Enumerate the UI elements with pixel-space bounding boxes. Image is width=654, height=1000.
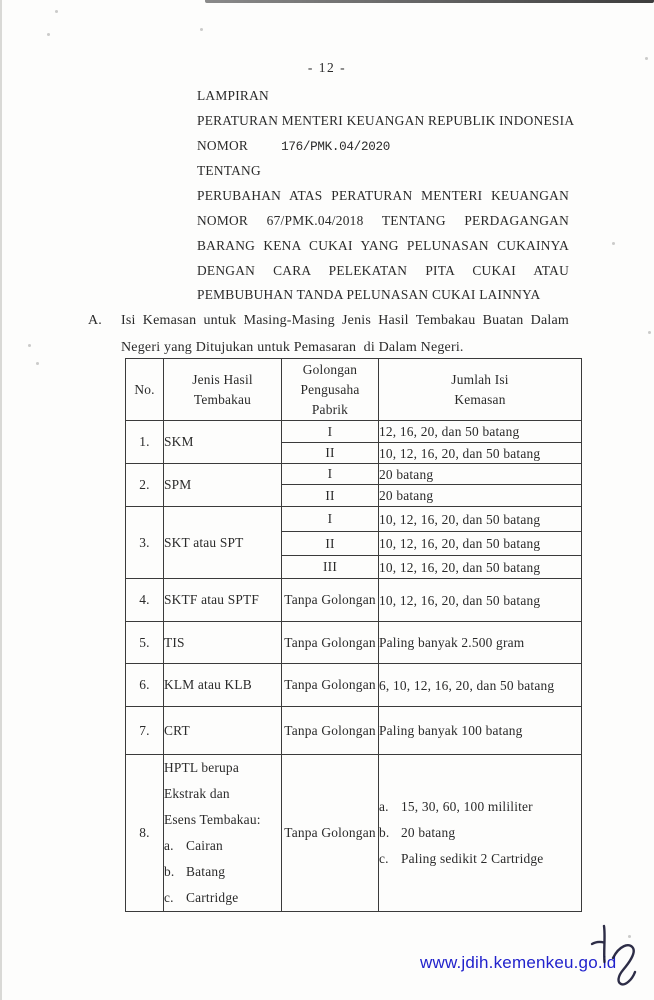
cell-golongan: II — [282, 532, 379, 556]
nomor-line — [197, 134, 569, 160]
cell-jenis: SKT atau SPT — [164, 507, 282, 579]
cell-golongan: II — [282, 485, 379, 507]
cell-jumlah: 10, 12, 16, 20, dan 50 batang — [379, 556, 582, 579]
cell-golongan: Tanpa Golongan — [282, 664, 379, 707]
list-item: c. Cartridge — [164, 890, 239, 905]
list-item: b. Batang — [164, 864, 226, 879]
cell-jenis: KLM atau KLB — [164, 664, 282, 707]
cell-no: 4. — [126, 579, 164, 622]
section-a-label: A. — [88, 313, 103, 328]
cell-golongan: II — [282, 443, 379, 464]
cell-jenis: SPM — [164, 464, 282, 507]
cell-golongan: I — [282, 421, 379, 443]
cell-jumlah: 6, 10, 12, 16, 20, dan 50 batang — [379, 664, 582, 707]
col-header-jenis: Jenis Hasil Tembakau — [164, 359, 282, 421]
section-a-text: Isi Kemasan untuk Masing-Masing Jenis Hasil Tembakau Buatan Dalam — [121, 313, 569, 328]
cell-golongan: I — [282, 507, 379, 532]
section-a-text: Negeri yang Ditujukan untuk Pemasaran di Dalam Negeri. — [121, 339, 464, 355]
cell-jenis: SKTF atau SPTF — [164, 579, 282, 622]
cell-jumlah: Paling banyak 2.500 gram — [379, 622, 582, 664]
title-line: NOMOR 67/PMK.04/2018 TENTANG PERDAGANGAN — [197, 212, 569, 228]
cell-no: 7. — [126, 707, 164, 755]
col-header-jumlah: Jumlah Isi Kemasan — [379, 359, 582, 421]
jenis-intro: HPTL berupa Ekstrak dan Esens Tembakau: — [164, 760, 261, 827]
col-header-golongan: Golongan Pengusaha Pabrik — [282, 359, 379, 421]
isi-kemasan-table — [125, 358, 582, 912]
cell-no: 1. — [126, 421, 164, 464]
handwritten-initial-mark — [583, 920, 645, 992]
table-row — [126, 421, 582, 443]
jdih-kemenkeu-link[interactable]: www.jdih.kemenkeu.go.id — [420, 953, 617, 972]
scan-speck — [200, 28, 203, 31]
page-number: - 12 - — [307, 60, 347, 75]
cell-no: 6. — [126, 664, 164, 707]
list-item: c. Paling sedikit 2 Cartridge — [379, 851, 544, 866]
cell-jumlah: Paling banyak 100 batang — [379, 707, 582, 755]
cell-jenis: CRT — [164, 707, 282, 755]
cell-golongan: Tanpa Golongan — [282, 707, 379, 755]
scan-speck — [648, 331, 651, 334]
cell-no: 3. — [126, 507, 164, 579]
cell-golongan: I — [282, 464, 379, 485]
title-line: PEMBUBUHAN TANDA PELUNASAN CUKAI LAINNYA — [197, 287, 541, 303]
cell-jumlah: 20 batang — [379, 485, 582, 507]
cell-jumlah: 20 batang — [379, 464, 582, 485]
table-header-row — [126, 359, 582, 421]
table-row — [126, 707, 582, 755]
col-header-no: No. — [126, 359, 164, 421]
lampiran-label: LAMPIRAN — [197, 88, 269, 103]
title-line: DENGAN CARA PELEKATAN PITA CUKAI ATAU — [197, 262, 569, 278]
scan-edge-artifact — [205, 0, 654, 3]
table-row — [126, 622, 582, 664]
nomor-value: 176/PMK.04/2020 — [281, 139, 390, 154]
scan-speck — [55, 10, 58, 13]
peraturan-line: PERATURAN MENTERI KEUANGAN REPUBLIK INDONESIA — [197, 112, 575, 128]
cell-golongan: Tanpa Golongan — [282, 579, 379, 622]
table-row — [126, 464, 582, 485]
cell-no: 5. — [126, 622, 164, 664]
table-row — [126, 664, 582, 707]
title-line: BARANG KENA CUKAI YANG PELUNASAN CUKAINYA — [197, 237, 569, 253]
scan-speck — [612, 242, 615, 245]
cell-jumlah: 10, 12, 16, 20, dan 50 batang — [379, 507, 582, 532]
table-row — [126, 579, 582, 622]
cell-jenis — [164, 755, 282, 912]
cell-no: 2. — [126, 464, 164, 507]
cell-no: 8. — [126, 755, 164, 912]
cell-golongan: Tanpa Golongan — [282, 622, 379, 664]
scan-speck — [47, 33, 50, 36]
table-row — [126, 755, 582, 912]
cell-jumlah: 10, 12, 16, 20, dan 50 batang — [379, 579, 582, 622]
cell-jumlah: 10, 12, 16, 20, dan 50 batang — [379, 443, 582, 464]
list-item: b. 20 batang — [379, 825, 456, 840]
cell-golongan: Tanpa Golongan — [282, 755, 379, 912]
nomor-label: NOMOR — [197, 137, 249, 153]
cell-jenis: SKM — [164, 421, 282, 464]
scan-speck — [28, 344, 31, 347]
title-line: PERUBAHAN ATAS PERATURAN MENTERI KEUANGAN — [197, 188, 569, 204]
cell-jenis: TIS — [164, 622, 282, 664]
list-item: a. 15, 30, 60, 100 mililiter — [379, 799, 533, 814]
table-row — [126, 507, 582, 532]
cell-golongan: III — [282, 556, 379, 579]
tentang-label: TENTANG — [197, 163, 261, 179]
section-a — [88, 308, 569, 361]
scan-speck — [36, 362, 39, 365]
lampiran-header — [197, 84, 575, 308]
cell-jumlah: 12, 16, 20, dan 50 batang — [379, 421, 582, 443]
scan-edge-artifact — [0, 0, 2, 1000]
list-item: a. Cairan — [164, 838, 223, 853]
cell-jumlah: 10, 12, 16, 20, dan 50 batang — [379, 532, 582, 556]
cell-jumlah — [379, 755, 582, 912]
